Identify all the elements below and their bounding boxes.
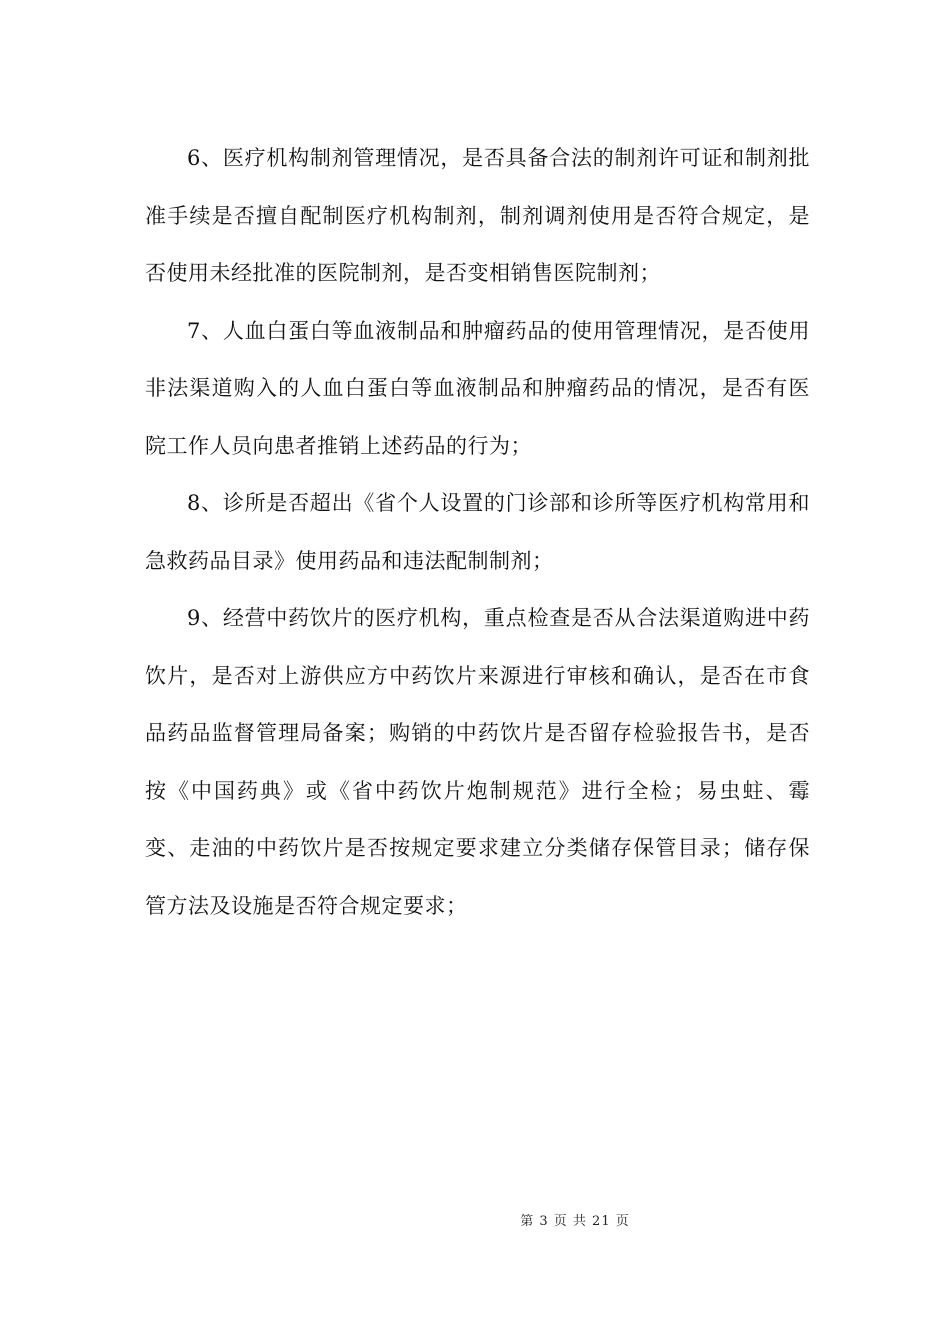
paragraph-item-9: 9、经营中药饮片的医疗机构，重点检查是否从合法渠道购进中药饮片，是否对上游供应方中药饮片来源进行审核和确认，是否在市食品药品监督管理局备案；购销的中药饮片是否留存检验报告书，是否按《中国药典》或《省中药饮片炮制规范》进行全检；易虫蛀、霉变、走油的中药饮片是否按规定要求建立分类储存保管目录；储存保管方法及设施是否符合规定要求； — [145, 606, 810, 918]
page-number: 第 3 页 共 21 页 — [520, 1214, 630, 1229]
paragraph-item-6: 6、医疗机构制剂管理情况，是否具备合法的制剂许可证和制剂批准手续是否擅自配制医疗机构制剂，制剂调剂使用是否符合规定，是否使用未经批准的医院制剂，是否变相销售医院制剂； — [145, 146, 810, 285]
paragraph-item-7: 7、人血白蛋白等血液制品和肿瘤药品的使用管理情况，是否使用非法渠道购入的人血白蛋白等血液制品和肿瘤药品的情况，是否有医院工作人员向患者推销上述药品的行为； — [145, 318, 810, 458]
document-body — [145, 130, 810, 935]
paragraph-item-8: 8、诊所是否超出《省个人设置的门诊部和诊所等医疗机构常用和急救药品目录》使用药品和违法配制制剂； — [145, 491, 810, 573]
page-footer — [0, 1210, 950, 1229]
